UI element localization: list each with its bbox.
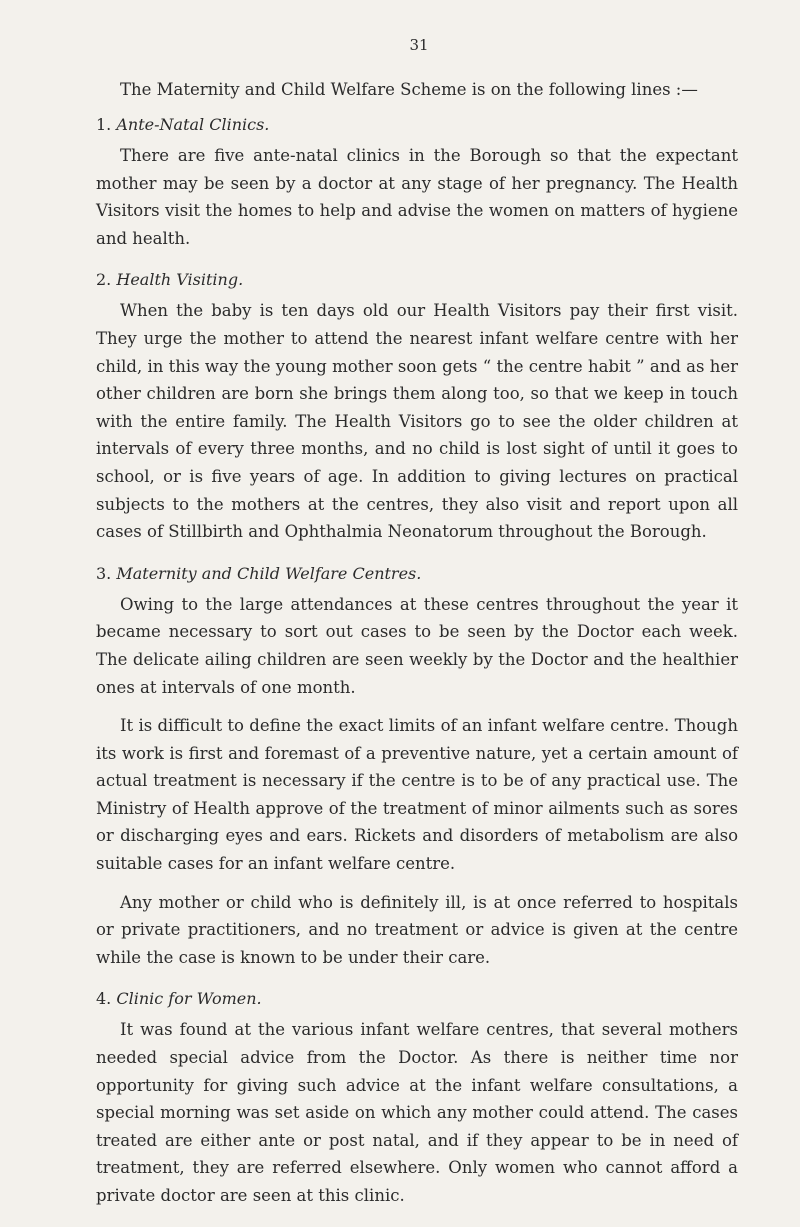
- section-heading: [96, 111, 738, 138]
- section-number: 3.: [96, 563, 112, 583]
- paragraph: Owing to the large attendances at these centres throughout the year it became necessary to sort out cases to be seen by the Doctor each week. The delicate ailing children are seen weekly by the Doctor and the healthier ones at intervals of one month.: [96, 594, 738, 697]
- paragraph: Any mother or child who is definitely ill, is at once referred to hospitals or private practitioners, and no treatment or advice is given at the centre while the case is known to be under their care.: [96, 892, 738, 967]
- page-number: 31: [409, 36, 429, 54]
- section-title: Clinic for Women.: [116, 989, 262, 1009]
- intro-text: The Maternity and Child Welfare Scheme is on the following lines :—: [120, 80, 698, 99]
- section-heading: [96, 985, 738, 1012]
- section-number: 4.: [96, 989, 112, 1009]
- paragraph: It is difficult to define the exact limits of an infant welfare centre. Though its work is first and foremast of a preventive nature, yet a certain amount of actual treatment is necessary if the centre is to be of any practical use. The Ministry of Health approve of the treatment of minor ailments such as sores or discharging eyes and ears. Rickets and disorders of metabolism are also suitable cases for an infant welfare centre.: [96, 716, 738, 874]
- paragraph: There are five ante-natal clinics in the Borough so that the expectant mother may be seen by a doctor at any stage of her pregnancy. The Health Visitors visit the homes to help and advise the women on matters of hygiene and health.: [96, 146, 738, 248]
- section-title: Health Visiting.: [116, 270, 244, 290]
- section-heading: [96, 560, 738, 587]
- section-title: Ante-Natal Clinics.: [116, 115, 270, 134]
- section-heading: [96, 266, 738, 293]
- section-number: 2.: [96, 270, 112, 290]
- section-number: 1.: [96, 115, 112, 134]
- paragraph: It was found at the various infant welfare centres, that several mothers needed special advice from the Doctor. As there is neither time nor opportunity for giving such advice at the infant welfare consultations, a special morning was set aside on which any mother could attend. The cases treated are either ante or post natal, and if they appear to be in need of treatment, they are referred elsewhere. Only women who cannot afford a private doctor are seen at this clinic.: [96, 1020, 738, 1205]
- section-ante-natal-clinics: [96, 111, 738, 252]
- paragraph: When the baby is ten days old our Health Visitors pay their first visit. They urge the mother to attend the nearest infant welfare centre with her child, in this way the young mother soon gets “ the centre habit ” and as her other children are born she brings them along too, so that we keep in touch with the entire family. The Health Visitors go to see the older children at intervals of every three months, and no child is lost sight of until it goes to school, or is five years of age. In addition to giving lectures on practical subjects to the mothers at the centres, they also visit and report upon all cases of Stillbirth and Ophthalmia Neonatorum throughout the Borough.: [96, 301, 738, 542]
- section-health-visiting: [96, 266, 738, 545]
- section-maternity-child-welfare-centres: [96, 560, 738, 972]
- section-title: Maternity and Child Welfare Centres.: [116, 563, 422, 583]
- section-clinic-for-women: [96, 985, 738, 1209]
